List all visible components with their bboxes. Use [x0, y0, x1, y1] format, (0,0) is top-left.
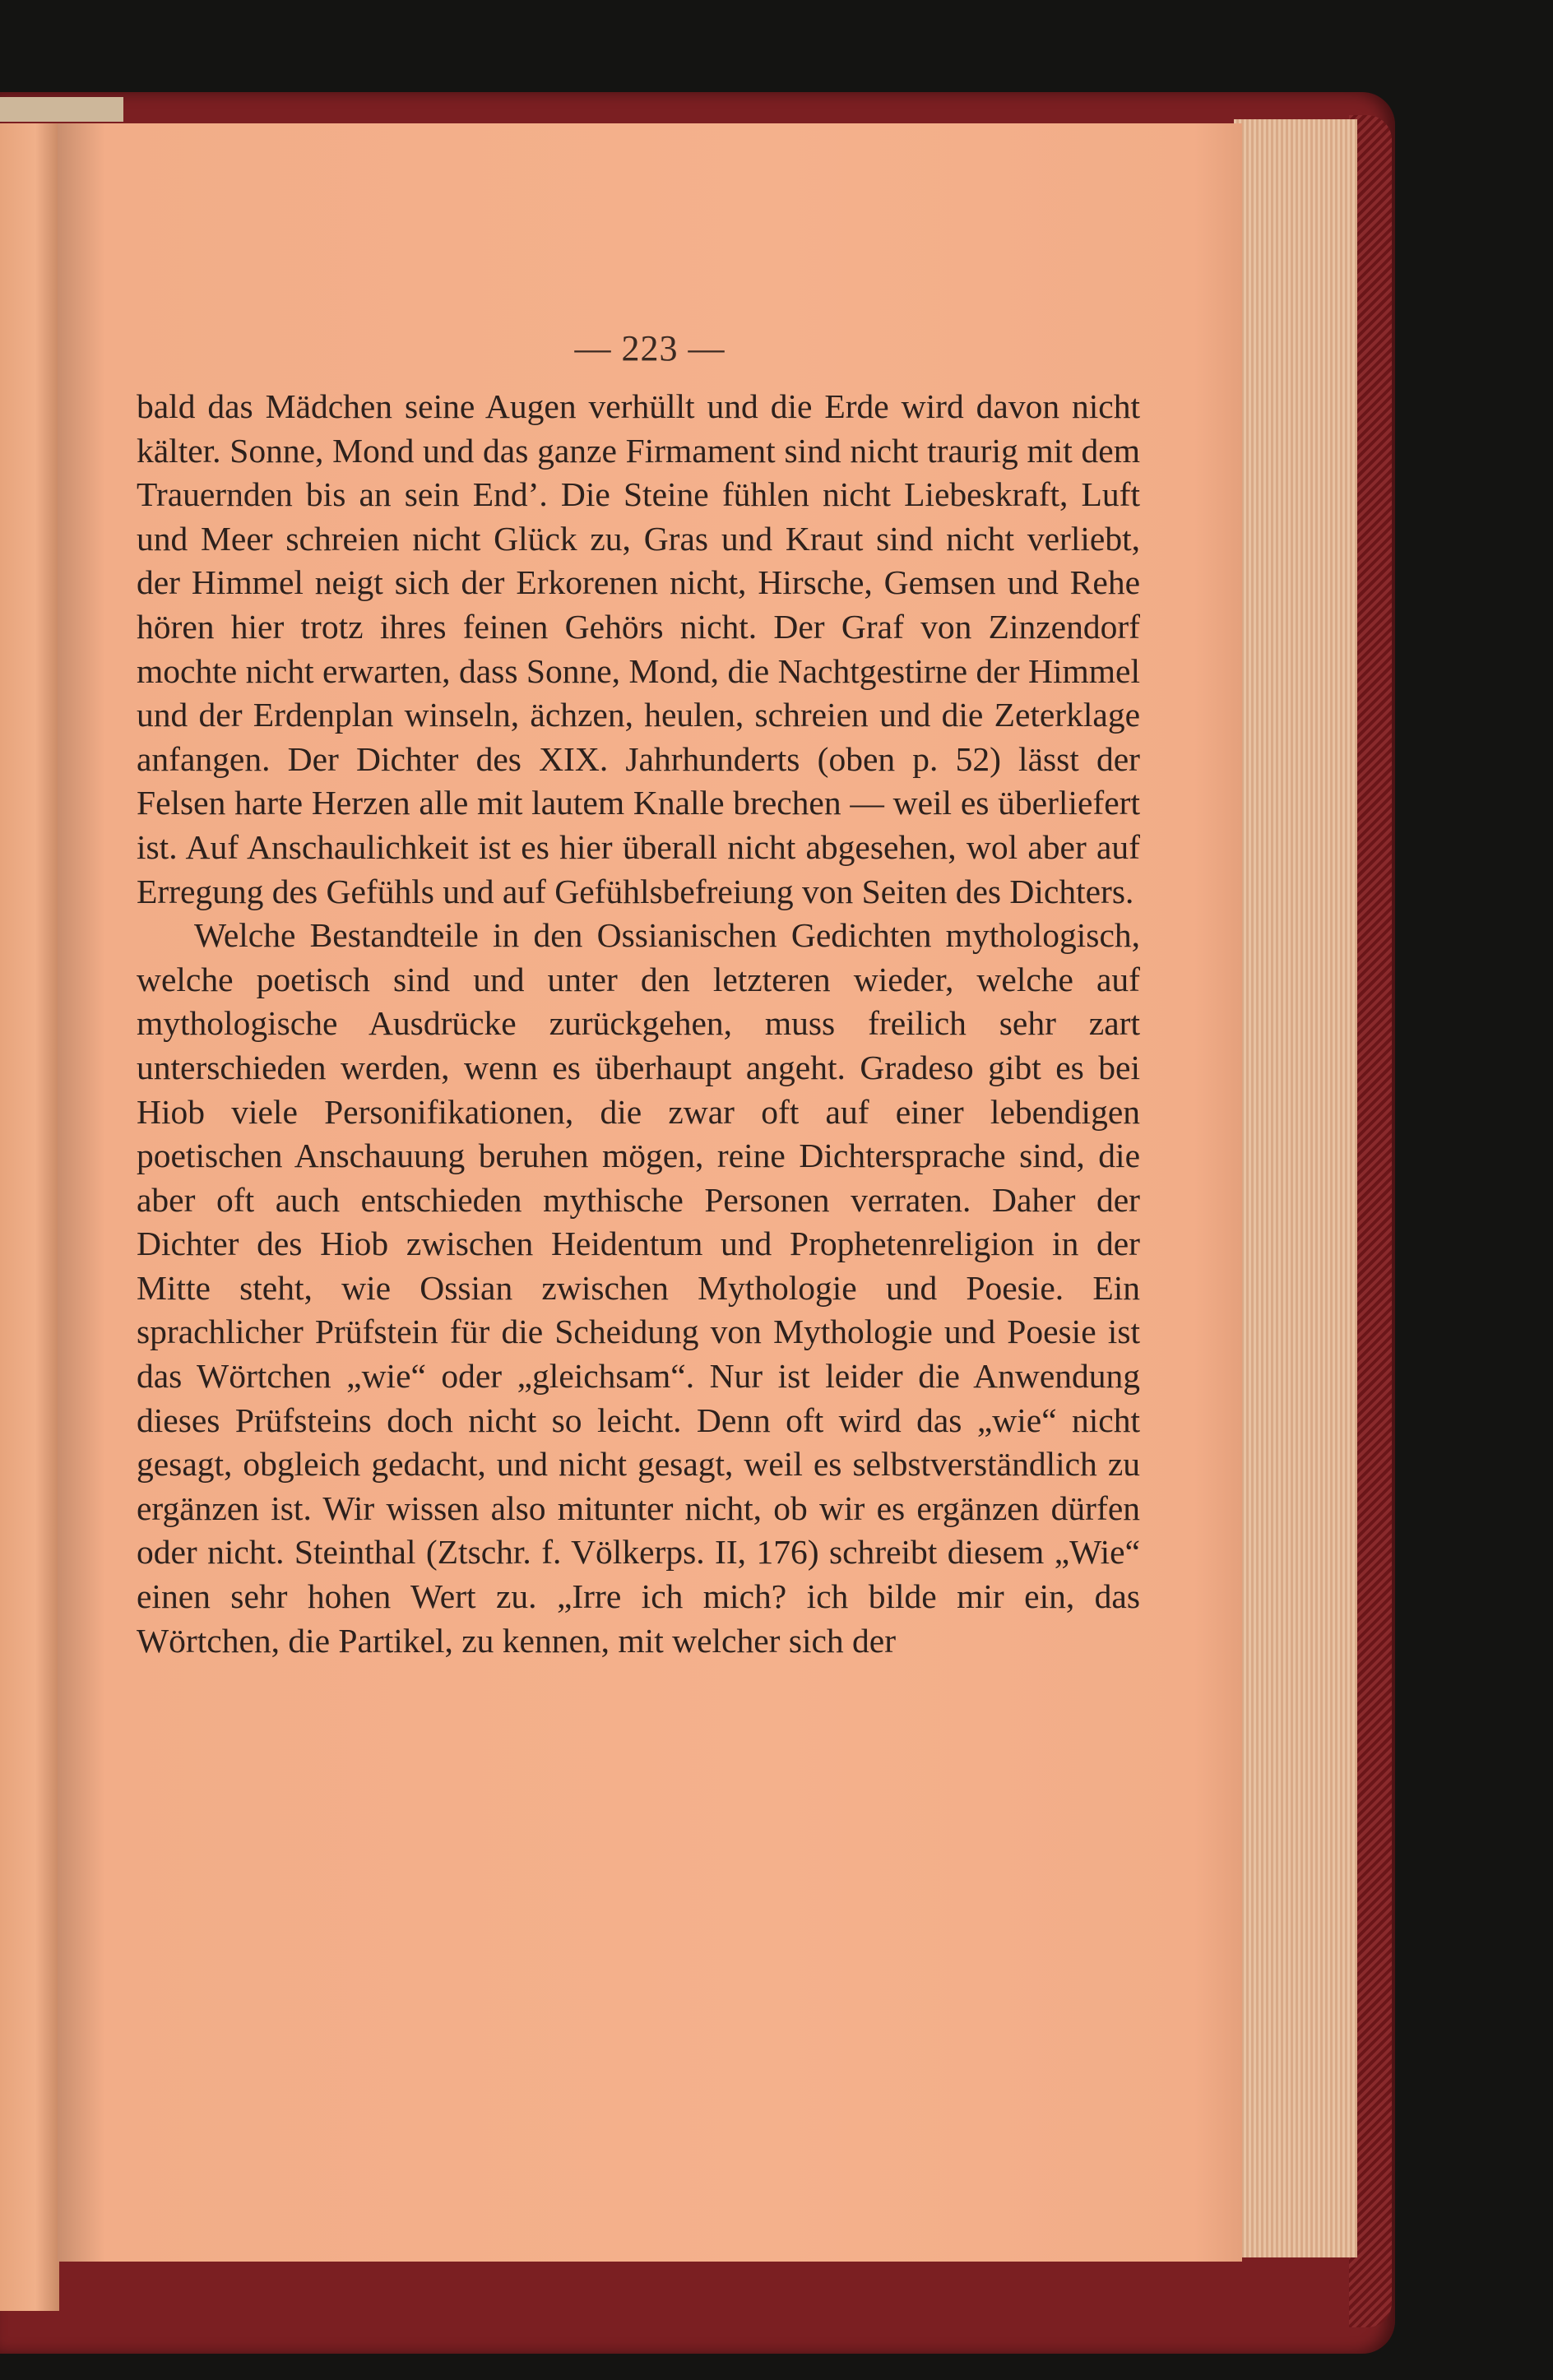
body-text — [137, 385, 1140, 1663]
paragraph-2: Welche Bestandteile in den Ossianischen Gedichten mythologisch, welche poetisch sind und unter den letzteren wieder, welche auf mythologische Ausdrücke zurückgehen, muss freilich sehr zart unterschieden werden, wenn es überhaupt angeht. Gradeso gibt es bei Hiob viele Personifikationen, die zwar oft auf einer lebendigen poetischen Anschauung beruhen mögen, reine Dichtersprache sind, die aber oft auch entschieden mythische Personen verraten. Daher der Dichter des Hiob zwischen Heidentum und Prophetenreligion in der Mitte steht, wie Ossian zwischen Mythologie und Poesie. Ein sprachlicher Prüfstein für die Scheidung von Mythologie und Poesie ist das Wörtchen „wie“ oder „gleichsam“. Nur ist leider die Anwendung dieses Prüfsteins doch nicht so leicht. Denn oft wird das „wie“ nicht gesagt, obgleich gedacht, und nicht gesagt, weil es selbstverständlich zu ergänzen ist. Wir wissen also mitunter nicht, ob wir es ergänzen dürfen oder nicht. Steinthal (Ztschr. f. Völkerps. II, 176) schreibt diesem „Wie“ einen sehr hohen Wert zu. „Irre ich mich? ich bilde mir ein, das Wörtchen, die Partikel, zu kennen, mit welcher sich der — [137, 916, 1140, 1660]
book-binding — [0, 97, 123, 122]
left-page-edge — [0, 123, 59, 2311]
page-edges — [1234, 119, 1357, 2257]
paragraph-1: bald das Mädchen seine Augen verhüllt und die Erde wird davon nicht kälter. Sonne, Mond und das ganze Firmament sind nicht traurig mit dem Trauernden bis an sein End’. Die Steine fühlen nicht Liebeskraft, Luft und Meer schreien nicht Glück zu, Gras und Kraut sind nicht verliebt, der Himmel neigt sich der Erkorenen nicht, Hirsche, Gemsen und Rehe hören hier trotz ihres feinen Gehörs nicht. Der Graf von Zinzendorf mochte nicht erwarten, dass Sonne, Mond, die Nachtgestirne der Himmel und der Erdenplan winseln, ächzen, heulen, schreien und die Zeterklage anfangen. Der Dichter des XIX. Jahrhunderts (oben p. 52) lässt der Felsen harte Herzen alle mit lautem Knalle brechen — weil es überliefert ist. Auf Anschaulichkeit ist es hier überall nicht abgesehen, wol aber auf Erregung des Gefühls und auf Gefühlsbefreiung von Seiten des Dichters. — [137, 387, 1140, 910]
book-page — [58, 123, 1242, 2262]
page-number: — 223 — — [574, 328, 726, 368]
